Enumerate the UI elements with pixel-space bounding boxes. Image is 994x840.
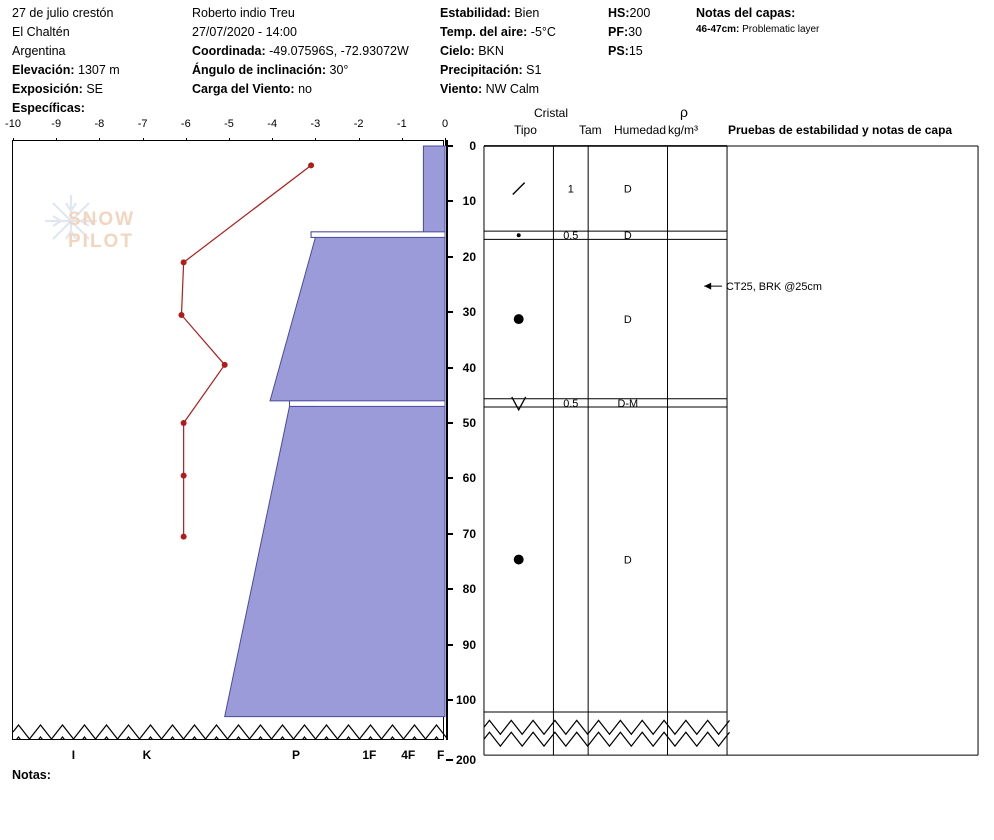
temp-tick-label: -3 (310, 118, 321, 130)
temperature-point (308, 162, 314, 168)
depth-tick (446, 367, 453, 369)
broken-axis-zigzag-bottom (484, 732, 730, 746)
depth-tick-label: 40 (462, 360, 476, 375)
right-table-header (482, 106, 982, 142)
temperature-point (181, 420, 187, 426)
col-tam: Tam (579, 123, 602, 137)
depth-tick (446, 533, 453, 535)
wetness-cell: D (623, 554, 632, 567)
depth-tick (446, 256, 453, 258)
density-symbol: ρ (680, 104, 688, 120)
header-datetime: 27/07/2020 - 14:00 (192, 25, 297, 39)
crystal-group-title: Cristal (534, 106, 569, 120)
layer-note-entry: 46-47cm: Problematic layer (696, 24, 820, 35)
temp-tick-label: -5 (224, 118, 234, 130)
depth-tick (446, 477, 453, 479)
temp-tick-label: -1 (396, 118, 407, 130)
depth-tick-label: 200 (455, 753, 476, 767)
precip-particles-icon (513, 183, 525, 195)
depth-axis (446, 140, 480, 765)
depth-tick-label: 20 (462, 249, 476, 264)
wetness-cell: D-M (617, 397, 639, 410)
header-wind-loading: Carga del Viento: no (192, 82, 312, 96)
wetness-cell: D (623, 230, 632, 243)
header-column-observer (192, 4, 409, 99)
depth-tick (446, 759, 453, 761)
temperature-line (181, 165, 311, 536)
header-wind: Viento: NW Calm (440, 82, 540, 96)
temperature-axis (5, 118, 449, 140)
header-column-weather (440, 4, 556, 99)
header-aspect: Exposición: SE (12, 82, 104, 96)
grain-size-cell: 0.5 (563, 397, 579, 410)
header-country: Argentina (12, 44, 66, 58)
header-hs: HS:200 (608, 6, 651, 20)
broken-axis-zigzag-top (484, 720, 730, 734)
header-coordinates: Coordinada: -49.07596S, -72.93072W (192, 44, 409, 58)
temperature-curve (12, 140, 446, 740)
header-sky: Cielo: BKN (440, 44, 504, 58)
header-observer: Roberto indio Treu (192, 6, 295, 20)
layer-table (482, 140, 982, 765)
header-air-temp: Temp. del aire: -5°C (440, 25, 556, 39)
plot-broken-axis-top (13, 725, 446, 739)
depth-tick (446, 145, 453, 147)
temp-tick-label: -8 (94, 118, 105, 130)
temp-tick-label: -6 (180, 118, 191, 130)
header-slope-angle: Ángulo de inclinación: 30° (192, 63, 349, 77)
col-tipo: Tipo (514, 123, 537, 137)
header-column-layer-notes (696, 4, 819, 42)
wetness-cell: D (623, 183, 632, 196)
depth-tick (446, 200, 453, 202)
header-ps: PS:15 (608, 44, 643, 58)
temperature-point (178, 312, 184, 318)
depth-tick (446, 588, 453, 590)
header-pf: PF:30 (608, 25, 643, 39)
depth-tick-label: 90 (462, 637, 476, 652)
depth-tick-label: 80 (462, 582, 476, 597)
temperature-point (181, 259, 187, 265)
depth-tick-label: 70 (462, 526, 476, 541)
layer-notes-title: Notas del capas: (696, 6, 796, 20)
rounded-grains-icon (517, 233, 521, 237)
depth-tick (446, 311, 453, 313)
depth-tick (446, 644, 453, 646)
temperature-point (222, 362, 228, 368)
wetness-cell: D (623, 314, 632, 327)
depth-tick-label: 30 (462, 305, 476, 320)
temp-tick-label: 0 (441, 118, 449, 130)
density-units: kg/m³ (668, 123, 698, 137)
notes-column-title: Pruebas de estabilidad y notas de capa (728, 123, 953, 137)
depth-tick-label: 50 (462, 416, 476, 430)
header-column-location (12, 4, 120, 118)
temp-tick-label: -4 (267, 118, 278, 130)
notas-label: Notas: (12, 768, 51, 782)
depth-tick-label: 100 (455, 693, 476, 707)
hardness-tick-label: I (71, 748, 76, 762)
grain-size-cell: 1 (567, 183, 574, 196)
hardness-tick-label: K (142, 748, 152, 762)
col-humedad: Humedad (614, 123, 667, 137)
header-elevation: Elevación: 1307 m (12, 63, 120, 77)
rounded-grains-icon (514, 314, 524, 324)
header-specifics: Específicas: (12, 101, 85, 115)
grain-size-cell: 0.5 (563, 230, 579, 243)
hardness-tick-label: P (291, 748, 300, 762)
header-place: El Chaltén (12, 25, 70, 39)
header-site-name: 27 de julio crestón (12, 6, 114, 20)
hardness-scale (12, 748, 446, 768)
stability-test-label: CT25, BRK @25cm (726, 281, 822, 294)
temp-tick-label: -2 (353, 118, 364, 130)
hardness-tick-label: 1F (362, 748, 377, 762)
temp-tick-label: -10 (5, 118, 21, 130)
snowpilot-logo-text: SNOW PILOT (68, 209, 136, 252)
hardness-tick-label: 4F (401, 748, 416, 762)
header-precipitation: Precipitación: S1 (440, 63, 542, 77)
depth-tick-label: 0 (469, 139, 476, 153)
depth-tick-label: 60 (462, 471, 476, 486)
hardness-tick-label: F (437, 748, 445, 762)
header-column-snowpack (608, 4, 650, 61)
rounded-grains-icon (514, 555, 524, 565)
temperature-point (181, 534, 187, 540)
temp-tick-label: -9 (51, 118, 62, 130)
depth-tick-label: 10 (462, 194, 476, 209)
temp-tick-label: -7 (137, 118, 148, 130)
depth-tick (446, 422, 453, 424)
depth-tick (446, 699, 453, 701)
temperature-point (181, 473, 187, 479)
stability-test-arrowhead (704, 283, 711, 290)
header-stability: Estabilidad: Bien (440, 6, 540, 20)
